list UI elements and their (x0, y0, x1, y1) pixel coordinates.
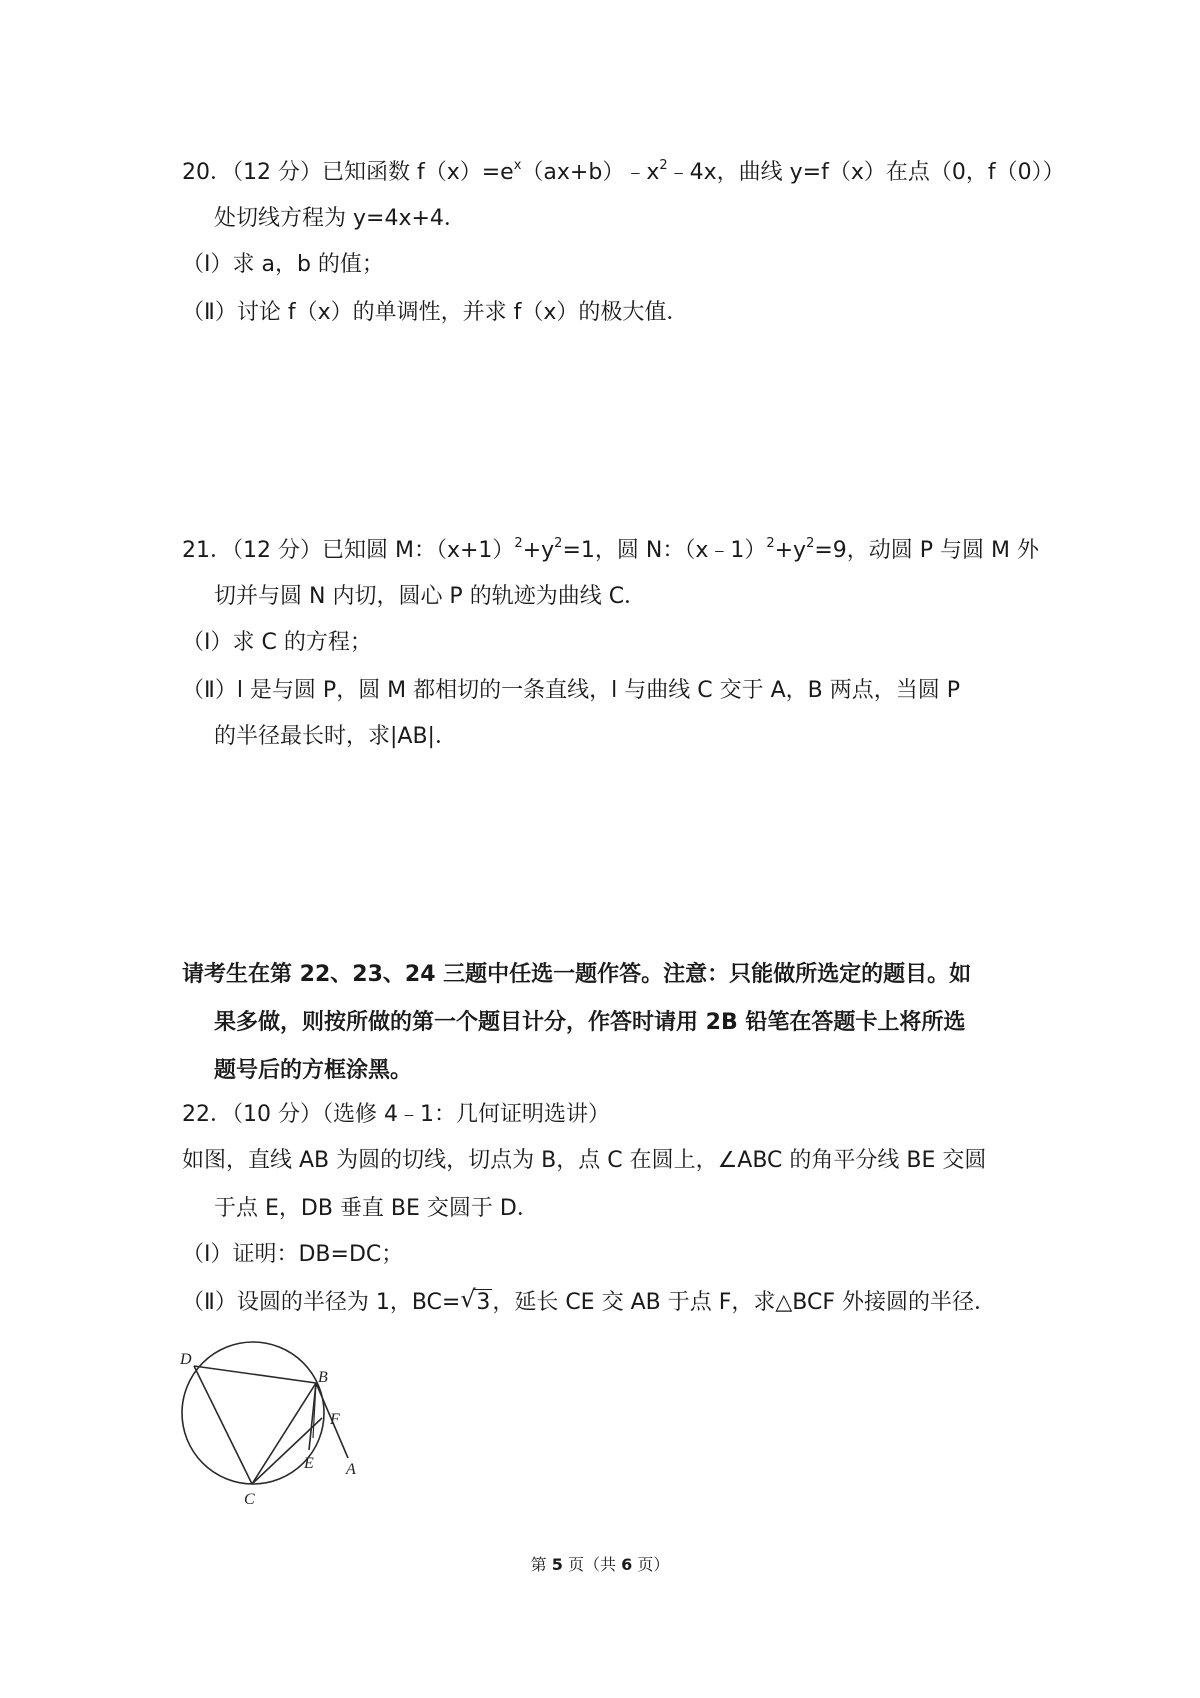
q21-sup-4: 2 (806, 536, 815, 551)
q20-part2: （Ⅱ）讨论 f（x）的单调性，并求 f（x）的极大值． (182, 300, 689, 325)
q20-line1 (182, 158, 1065, 188)
q22-part2 (182, 1285, 996, 1318)
instructions-line3: 题号后的方框涂黑。 (214, 1058, 413, 1083)
q21-part1: （Ⅰ）求 C 的方程； (182, 630, 372, 655)
q21-sup-1: 2 (514, 536, 523, 551)
instructions-line1: 请考生在第 22、23、24 三题中任选一题作答。注意：只能做所选定的题目。如 (182, 962, 972, 987)
q22-header: 22．（10 分）（选修 4﹣1：几何证明选讲） (182, 1102, 610, 1127)
q21-text-b: +y (522, 538, 555, 563)
page-footer (0, 1554, 1200, 1576)
label-E: E (304, 1455, 314, 1472)
segment-DB (194, 1366, 316, 1383)
q20-line2: 处切线方程为 y=4x+4． (214, 206, 466, 231)
q22-part2-text-b: ，延长 CE 交 AB 于点 F，求△BCF 外接圆的半径． (492, 1290, 996, 1315)
label-D: D (180, 1351, 192, 1368)
q21-sup-2: 2 (554, 536, 563, 551)
circle (182, 1342, 324, 1484)
q20-text-a: 20．（12 分）已知函数 f（x）=e (182, 160, 514, 185)
label-C: C (244, 1491, 255, 1508)
q21-part2-line2: 的半径最长时，求|AB|． (214, 724, 457, 749)
q21-text-e: =9，动圆 P 与圆 M 外 (814, 538, 1040, 563)
q22-line1: 如图，直线 AB 为圆的切线，切点为 B，点 C 在圆上，∠ABC 的角平分线 BE 交圆 (182, 1148, 987, 1173)
q20-text-c: ﹣4x，曲线 y=f（x）在点（0，f（0）） (667, 160, 1065, 185)
q20-sup-x: x (513, 158, 522, 173)
q20-text-b: （ax+b）﹣x (521, 160, 660, 185)
q21-sup-3: 2 (766, 536, 775, 551)
sqrt-expression (460, 1285, 492, 1318)
label-A: A (346, 1461, 356, 1478)
q21-text-d: +y (774, 538, 807, 563)
label-F: F (330, 1411, 340, 1428)
q22-part2-text-a: （Ⅱ）设圆的半径为 1，BC= (182, 1290, 461, 1315)
q20-sup-2: 2 (659, 158, 668, 173)
footer-prefix: 第 (530, 1555, 552, 1574)
q21-line2: 切并与圆 N 内切，圆心 P 的轨迹为曲线 C． (214, 584, 647, 609)
radicand: 3 (476, 1290, 491, 1315)
footer-suffix: 页） (632, 1555, 670, 1574)
q22-line2: 于点 E，DB 垂直 BE 交圆于 D． (214, 1196, 539, 1221)
q21-text-a: 21．（12 分）已知圆 M：（x+1） (182, 538, 515, 563)
footer-page-number: 5 (551, 1555, 563, 1574)
q22-part1: （Ⅰ）证明：DB=DC； (182, 1242, 404, 1267)
q21-line1 (182, 536, 1039, 566)
radical-sign-icon: √ (460, 1285, 476, 1313)
q21-text-c: =1，圆 N：（x﹣1） (562, 538, 767, 563)
geometry-figure (180, 1338, 380, 1513)
q20-part1: （Ⅰ）求 a，b 的值； (182, 252, 384, 277)
footer-middle: 页（共 (562, 1555, 622, 1574)
instructions-line2: 果多做，则按所做的第一个题目计分，作答时请用 2B 铅笔在答题卡上将所选 (214, 1010, 966, 1035)
q21-part2-line1: （Ⅱ）l 是与圆 P，圆 M 都相切的一条直线，l 与曲线 C 交于 A，B 两点，当圆 P (182, 678, 961, 703)
footer-total-pages: 6 (621, 1555, 633, 1574)
label-B: B (318, 1369, 328, 1386)
segment-DC (194, 1366, 252, 1484)
